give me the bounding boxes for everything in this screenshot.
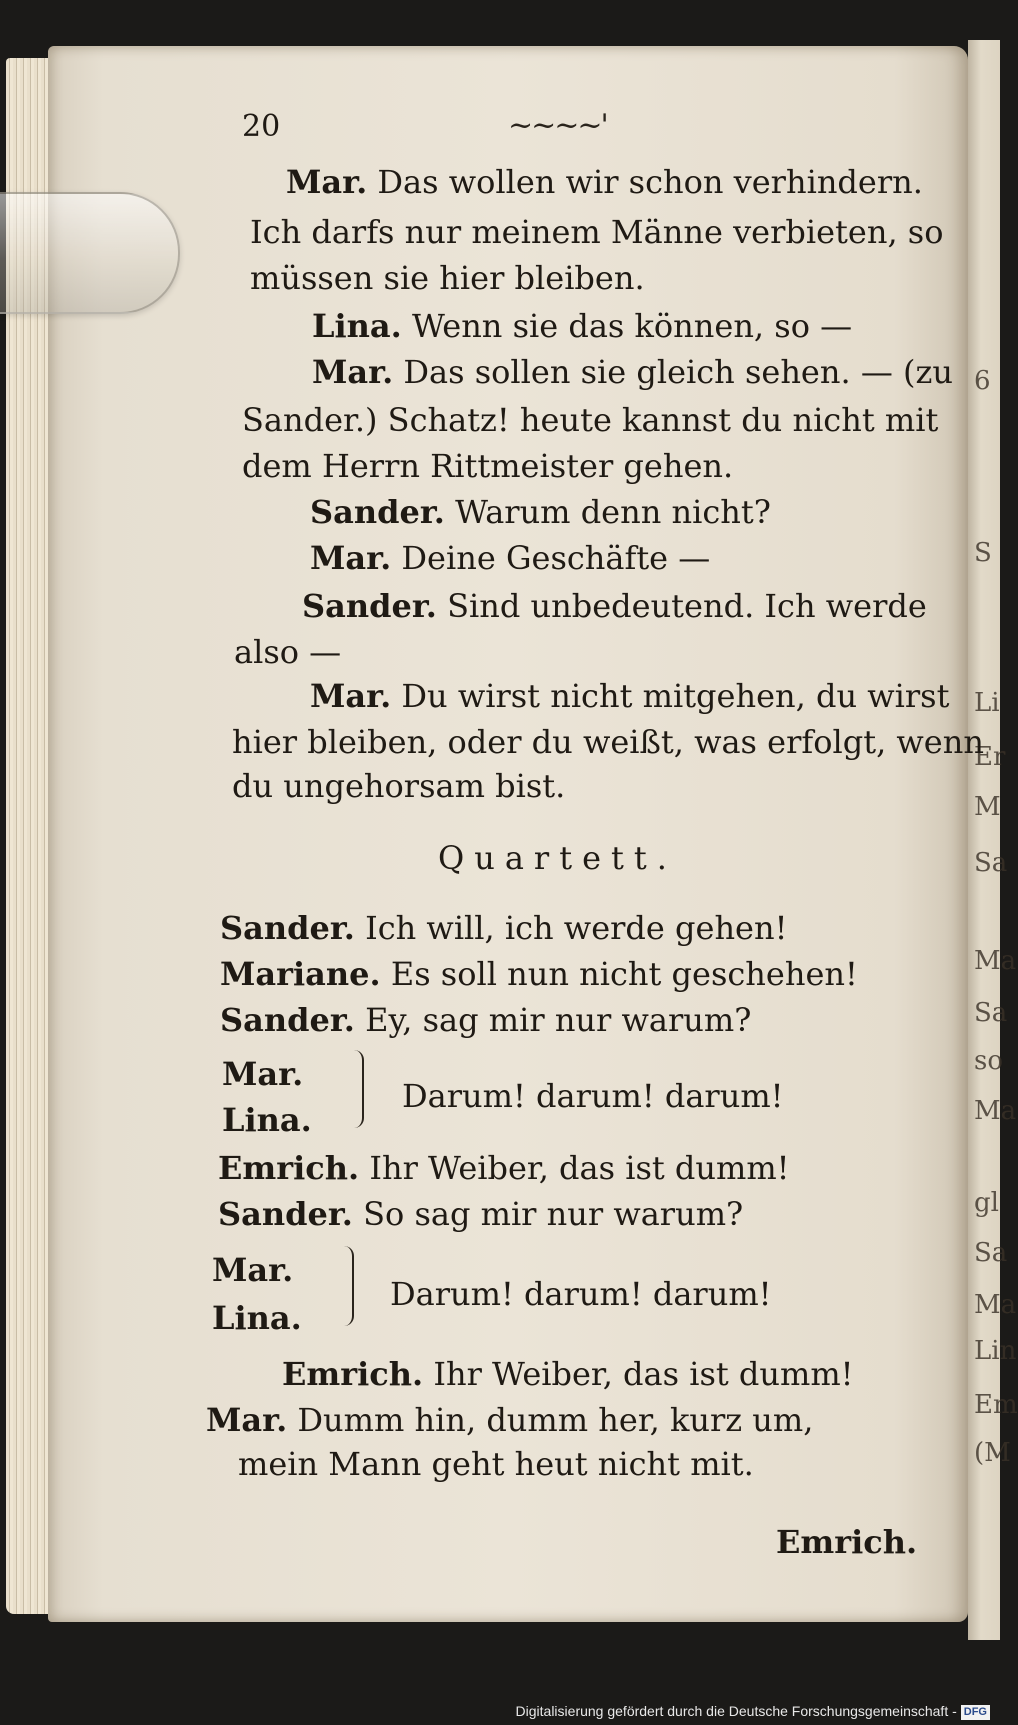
text-line <box>286 163 923 201</box>
speaker-name: Sander. <box>310 493 445 531</box>
next-page-fragment: M <box>974 792 1001 822</box>
text-line: Sander.) Schatz! heute kannst du nicht mit <box>242 401 939 439</box>
text-line <box>312 307 853 345</box>
speaker-name: Emrich. <box>282 1355 424 1393</box>
next-page-fragment: Er <box>974 742 1006 772</box>
line-text: Es soll nun nicht geschehen! <box>390 955 858 993</box>
next-page-fragment: Ma <box>974 1096 1017 1126</box>
line-text: Ihr Weiber, das ist dumm! <box>433 1355 854 1393</box>
digitization-footer <box>0 1699 1000 1725</box>
next-page-fragment: Em <box>974 1390 1018 1420</box>
line-text: Ihr Weiber, das ist dumm! <box>369 1149 790 1187</box>
speaker-name: Mar. <box>312 353 394 391</box>
line-text: Ich will, ich werde gehen! <box>365 909 788 947</box>
next-page-fragment: Ma <box>974 946 1017 976</box>
line-text: Deine Geschäfte — <box>401 539 711 577</box>
speaker-name: Lina. <box>222 1101 312 1139</box>
next-page-fragment: Li <box>974 688 1000 718</box>
text-line <box>310 493 771 531</box>
line-text: Darum! darum! darum! <box>390 1275 772 1313</box>
speaker-name: Sander. <box>218 1195 353 1233</box>
text-line <box>220 955 858 993</box>
next-page-fragment: (M <box>974 1438 1011 1468</box>
line-text: Wenn sie das können, so — <box>411 307 853 345</box>
line-text: So sag mir nur warum? <box>363 1195 744 1233</box>
next-page-fragment: Sa <box>974 1238 1008 1268</box>
text-line <box>220 909 788 947</box>
speaker-name: Mar. <box>286 163 368 201</box>
speaker-brace <box>352 1050 364 1128</box>
text-line <box>218 1195 744 1233</box>
speaker-name: Sander. <box>220 909 355 947</box>
speaker-name: Emrich. <box>218 1149 360 1187</box>
line-text: Darum! darum! darum! <box>402 1077 784 1115</box>
text-line: dem Herrn Rittmeister gehen. <box>242 447 734 485</box>
speaker-name: Mar. <box>212 1251 294 1289</box>
text-line <box>310 539 711 577</box>
footer-credit: Digitalisierung gefördert durch die Deutsche Forschungsgemeinschaft - <box>515 1703 957 1719</box>
line-text: Du wirst nicht mitgehen, du wirst <box>401 677 950 715</box>
next-page-fragment: Ma <box>974 1290 1017 1320</box>
next-page-fragment: gl <box>974 1188 999 1218</box>
speaker-name: Sander. <box>302 587 437 625</box>
text-line <box>218 1149 790 1187</box>
text-line: mein Mann geht heut nicht mit. <box>238 1445 754 1483</box>
speaker-name: Lina. <box>212 1299 302 1337</box>
speaker-name: Mar. <box>206 1401 288 1439</box>
next-page-fragment: so <box>974 1046 1003 1076</box>
speaker-brace <box>342 1246 354 1326</box>
text-line <box>312 353 953 391</box>
line-text: Warum denn nicht? <box>455 493 771 531</box>
line-text: Dumm hin, dumm her, kurz um, <box>297 1401 814 1439</box>
text-line: also — <box>234 633 342 671</box>
text-line: Ich darfs nur meinem Männe verbieten, so <box>250 213 944 251</box>
line-text: Ey, sag mir nur warum? <box>365 1001 752 1039</box>
next-page-fragment: Lin <box>974 1336 1017 1366</box>
page-number: 20 <box>242 109 281 144</box>
catchword: Emrich. <box>776 1523 918 1561</box>
speaker-name: Mar. <box>310 539 392 577</box>
speaker-name: Mariane. <box>220 955 381 993</box>
next-page-edge <box>968 40 1018 1640</box>
next-page-fragment: Sa <box>974 998 1008 1028</box>
text-line: hier bleiben, oder du weißt, was erfolgt, wenn <box>232 723 984 761</box>
speaker-name: Mar. <box>310 677 392 715</box>
section-heading: Quartett. <box>438 839 677 877</box>
page-clip <box>0 192 180 314</box>
text-line <box>282 1355 854 1393</box>
text-line: du ungehorsam bist. <box>232 767 566 805</box>
speaker-name: Sander. <box>220 1001 355 1039</box>
line-text: Das sollen sie gleich sehen. — (zu <box>403 353 953 391</box>
next-page-fragment: Sa <box>974 848 1008 878</box>
speaker-name: Lina. <box>312 307 402 345</box>
dfg-logo: DFG <box>961 1705 990 1720</box>
header-ornament: ~~~~' <box>508 108 607 143</box>
speaker-name: Mar. <box>222 1055 304 1093</box>
text-line <box>206 1401 814 1439</box>
text-line <box>302 587 927 625</box>
line-text: Das wollen wir schon verhindern. <box>377 163 923 201</box>
line-text: Sind unbedeutend. Ich werde <box>447 587 927 625</box>
text-line: müssen sie hier bleiben. <box>250 259 645 297</box>
next-page-fragment: S <box>974 538 992 568</box>
text-line <box>220 1001 752 1039</box>
text-line <box>310 677 950 715</box>
next-page-fragment: 6 <box>974 366 991 396</box>
